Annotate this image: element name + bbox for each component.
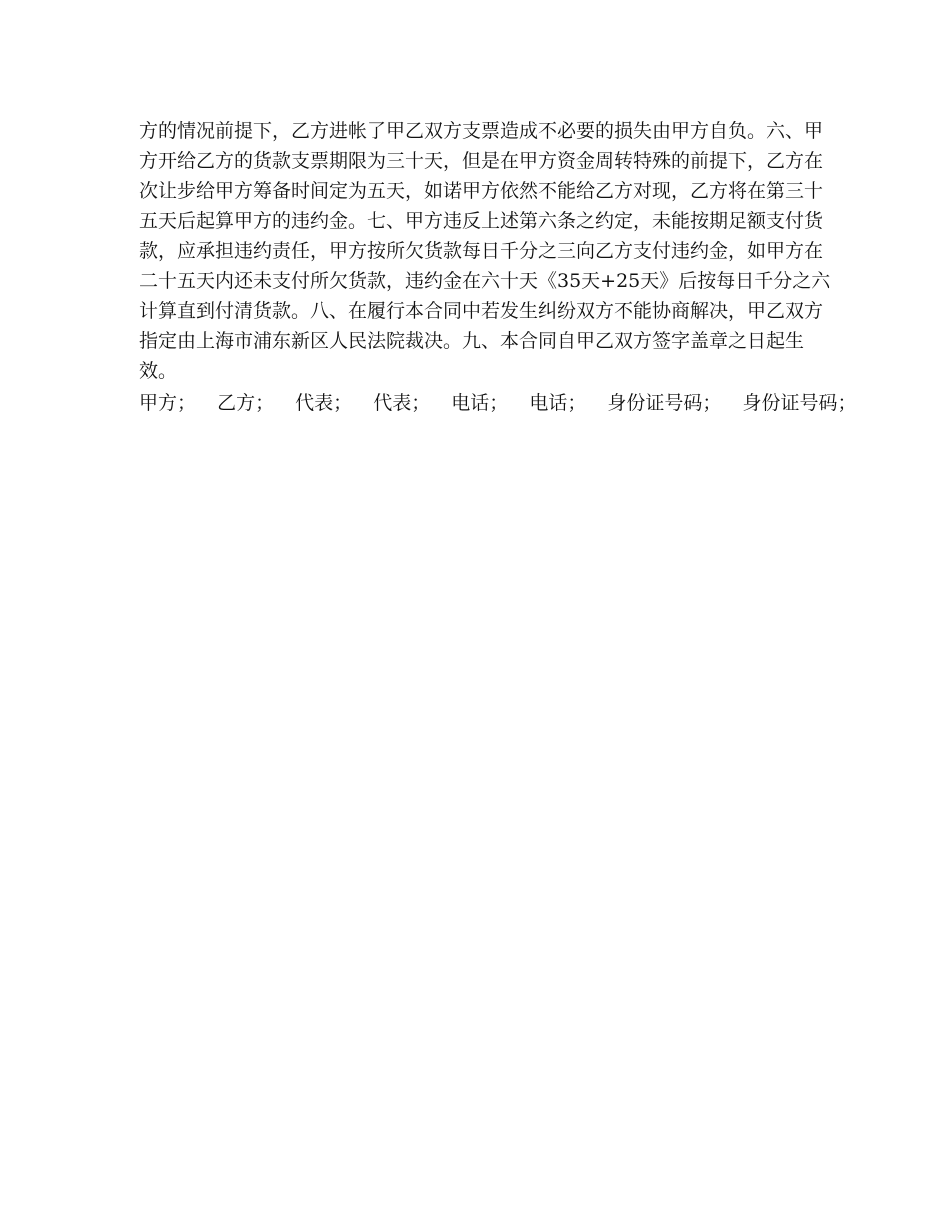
party-b-label: 乙方；	[217, 392, 275, 414]
party-b-representative-label: 代表；	[373, 392, 431, 414]
paragraph-line: 计算直到付清货款。八、在履行本合同中若发生纠纷双方不能协商解决，甲乙双方	[139, 300, 824, 322]
paragraph-line: 款，应承担违约责任，甲方按所欠货款每日千分之三向乙方支付违约金，如甲方在	[139, 240, 824, 262]
paragraph-line: 方开给乙方的货款支票期限为三十天，但是在甲方资金周转特殊的前提下，乙方在	[139, 150, 824, 172]
paragraph-line: 五天后起算甲方的违约金。七、甲方违反上述第六条之约定，未能按期足额支付货	[139, 210, 824, 232]
paragraph-line: 次让步给甲方筹备时间定为五天，如诺甲方依然不能给乙方对现，乙方将在第三十	[139, 180, 824, 202]
document-body	[139, 116, 857, 418]
party-b-id-number-label: 身份证号码；	[742, 392, 857, 414]
paragraph-line: 方的情况前提下，乙方进帐了甲乙双方支票造成不必要的损失由甲方自负。六、甲	[139, 120, 824, 142]
paragraph-line: 二十五天内还未支付所欠货款，违约金在六十天《35天+25天》后按每日千分之六	[139, 270, 831, 292]
party-a-phone-label: 电话；	[451, 392, 509, 414]
party-a-representative-label: 代表；	[295, 392, 353, 414]
party-b-phone-label: 电话；	[529, 392, 587, 414]
paragraph-line: 指定由上海市浦东新区人民法院裁决。九、本合同自甲乙双方签字盖章之日起生	[139, 330, 805, 352]
party-a-id-number-label: 身份证号码；	[607, 392, 722, 414]
party-a-label: 甲方；	[139, 392, 197, 414]
paragraph-line: 效。	[139, 360, 178, 382]
signature-fields-row	[139, 388, 857, 418]
